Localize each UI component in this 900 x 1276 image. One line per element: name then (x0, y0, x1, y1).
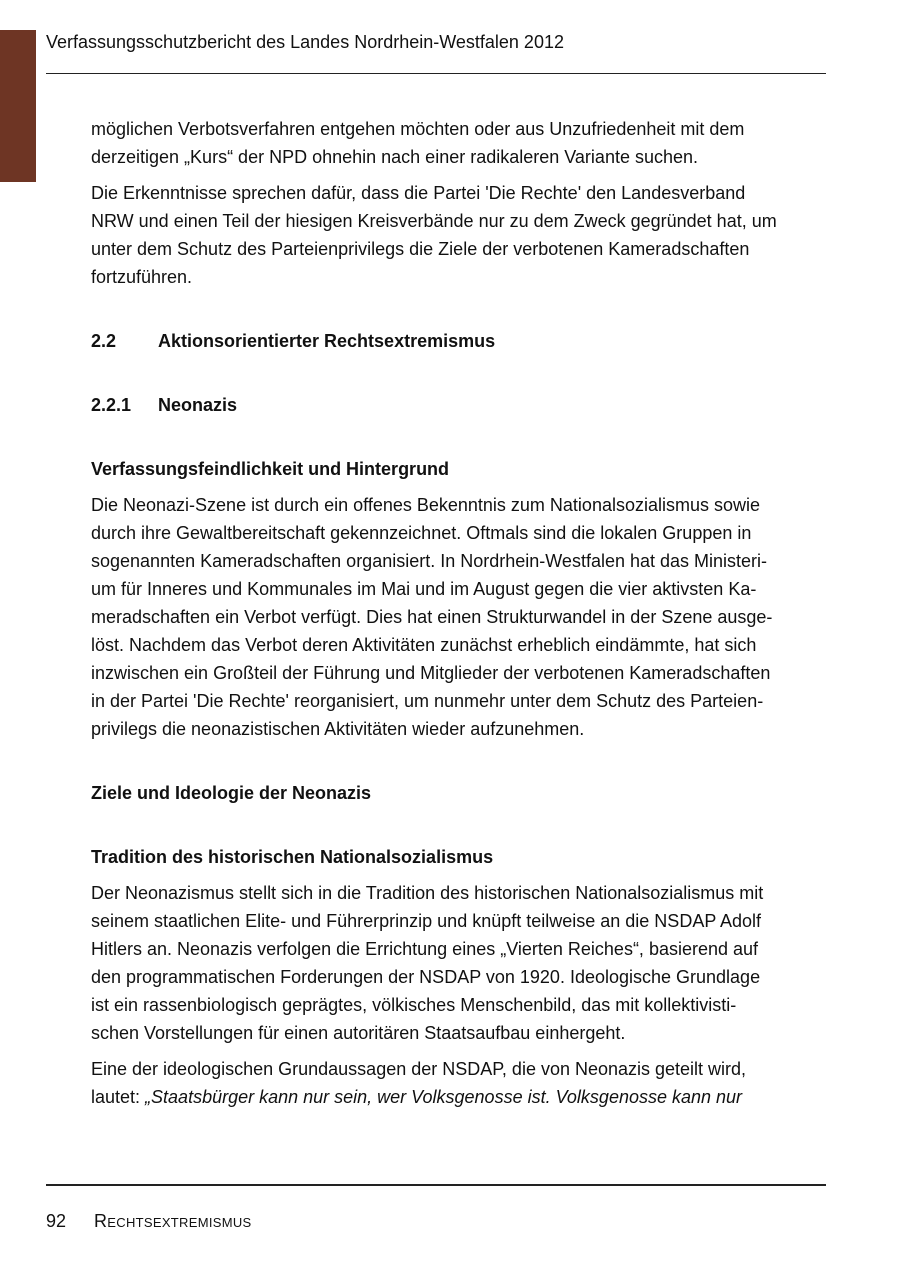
section-heading-2-2 (91, 327, 831, 355)
footer-section-title: Rechtsextremismus (94, 1211, 252, 1231)
section-heading-2-2-1 (91, 391, 831, 419)
subheading-tradition: Tradition des historischen Nationalsozialismus (91, 847, 494, 867)
paragraph-5: Eine der ideologischen Grundaussagen der NSDAP, die von Neonazis geteilt wird, lautet: „Staatsbürger kann nur sein, wer Volksgenosse ist. Volksgenosse kann nur (91, 1059, 747, 1107)
paragraph-2: Die Erkenntnisse sprechen dafür, dass die Partei 'Die Rechte' den Landesverband NRW und einen Teil der hiesigen Kreisverbände nur zu dem Zweck gegründet hat, um unter dem Schutz des Parteienprivilegs die Ziele der verbotenen Kameradschaften fortzuführen. (91, 183, 777, 287)
section-title: Neonazis (158, 395, 238, 415)
subheading-ziele-ideologie: Ziele und Ideologie der Neonazis (91, 783, 372, 803)
subheading-verfassungsfeindlichkeit: Verfassungsfeindlichkeit und Hintergrund (91, 459, 450, 479)
header-divider (46, 73, 826, 74)
section-number: 2.2.1 (91, 395, 132, 415)
page-body (91, 115, 831, 1111)
section-number: 2.2 (91, 331, 117, 351)
chapter-color-tab (0, 30, 36, 182)
paragraph-4: Der Neonazismus stellt sich in die Tradition des historischen Nationalsozialismus mit seinem staatlichen Elite- und Führerprinzip und knüpft teilweise an die NSDAP Adolf Hitlers an. Neonazis verfolgen die Errichtung eines „Vierten Reiches“, basierend auf den programmatischen Forderungen der NSDAP von 1920. Ideologische Grundlage ist ein rassenbiologisch geprägtes, völkisches Menschenbild, das mit kollektivisti- schen Vorstellungen für einen autoritären Staatsaufbau einhergeht. (91, 883, 764, 1043)
paragraph-1: möglichen Verbotsverfahren entgehen möchten oder aus Unzufriedenheit mit dem derzeitigen „Kurs“ der NPD ohnehin nach einer radikaleren Variante suchen. (91, 119, 745, 167)
paragraph-3: Die Neonazi-Szene ist durch ein offenes Bekenntnis zum Nationalsozialismus sowie durch ihre Gewaltbereitschaft gekennzeichnet. Oftmals sind die lokalen Gruppen in sogenannten Kameradschaften organisiert. In Nordrhein-Westfalen hat das Ministeri- um für Inneres und Kommunales im Mai und im August gegen die vier aktivsten Ka- meradschaften ein Verbot verfügt. Dies hat einen Strukturwandel in der Szene ausge- löst. Nachdem das Verbot deren Aktivitäten zunächst erheblich eindämmte, hat sich inzwischen ein Großteil der Führung und Mitglieder der verbotenen Kameradschaften in der Partei 'Die Rechte' reorganisiert, um nunmehr unter dem Schutz des Parteien- privilegs die neonazistischen Aktivitäten wieder aufzunehmen. (91, 495, 773, 739)
running-header-title: Verfassungsschutzbericht des Landes Nordrhein-Westfalen 2012 (46, 32, 564, 52)
nsdap-quote: „Staatsbürger kann nur sein, wer Volksgenosse ist. Volksgenosse kann nur (145, 1087, 743, 1107)
page-number: 92 (46, 1211, 67, 1231)
section-title: Aktionsorientierter Rechtsextremismus (158, 331, 496, 351)
footer-divider (46, 1184, 826, 1186)
